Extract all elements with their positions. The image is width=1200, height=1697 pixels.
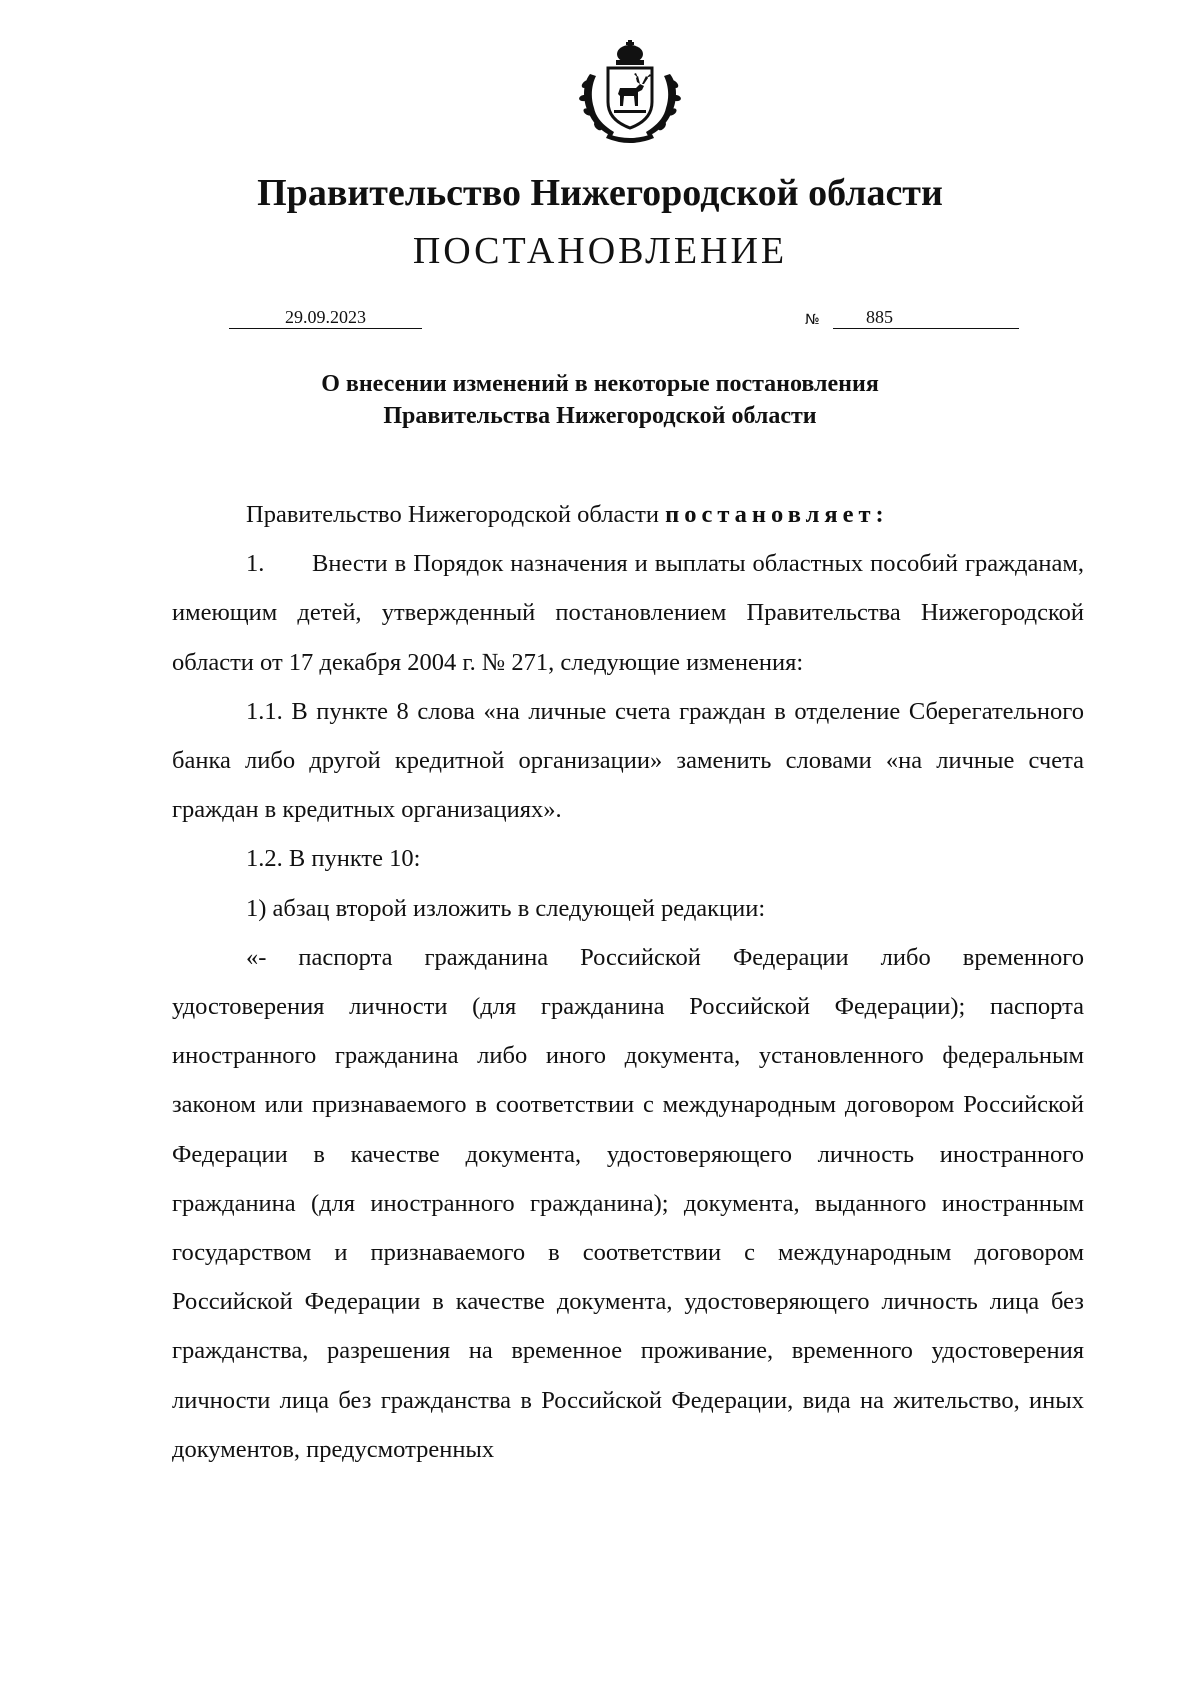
document-date: 29.09.2023 xyxy=(229,306,422,329)
document-type: ПОСТАНОВЛЕНИЕ xyxy=(412,230,788,272)
document-number-field xyxy=(833,306,1019,329)
document-number: 885 xyxy=(866,307,893,327)
coat-of-arms-icon xyxy=(576,40,684,148)
quoted-paragraph: «- паспорта гражданина Российской Федерации либо временного удостоверения личности (для гражданина Российской Федерации); паспорта иностранного гражданина либо иного документа, установленного федеральным законом или признаваемого в соответствии с международным договором Российской Федерации в качестве документа, удостоверяющего личность иностранного гражданина (для иностранного гражданина); документа, выданного иностранным государством и признаваемого в соответствии с международным договором Российской Федерации в качестве документа, удостоверяющего личность лица без гражданства, разрешения на временное проживание, временного удостоверения личности лица без гражданства в Российской Федерации, вида на жительство, иных документов, предусмотренных xyxy=(172,943,1084,1463)
item-1-1-paragraph: 1.1. В пункте 8 слова «на личные счета граждан в отделение Сберегательного банка либо другой кредитной организации» заменить словами «на личные счета граждан в кредитных организациях». xyxy=(172,697,1084,824)
subject-line-1: О внесении изменений в некоторые постановления xyxy=(321,371,879,397)
preamble-decree: постановляет: xyxy=(665,501,889,528)
item-1-text: Внести в Порядок назначения и выплаты областных пособий гражданам, имеющим детей, утвержденный постановлением Правительства Нижегородской области от 17 декабря 2004 г. № 271, следующие изменения: xyxy=(172,550,1084,676)
number-label: № xyxy=(805,312,820,328)
preamble-paragraph xyxy=(172,490,1084,539)
item-1-number: 1. xyxy=(246,550,265,578)
document-body xyxy=(172,490,1084,1474)
document-subject xyxy=(0,368,1200,432)
preamble-prefix: Правительство Нижегородской области xyxy=(246,501,659,528)
subitem-1-paragraph: 1) абзац второй изложить в следующей редакции: xyxy=(246,894,766,922)
item-1-2-paragraph: 1.2. В пункте 10: xyxy=(246,845,421,873)
item-1-paragraph xyxy=(172,539,1084,687)
organization-title: Правительство Нижегородской области xyxy=(257,172,943,214)
subject-line-2: Правительства Нижегородской области xyxy=(383,403,817,429)
